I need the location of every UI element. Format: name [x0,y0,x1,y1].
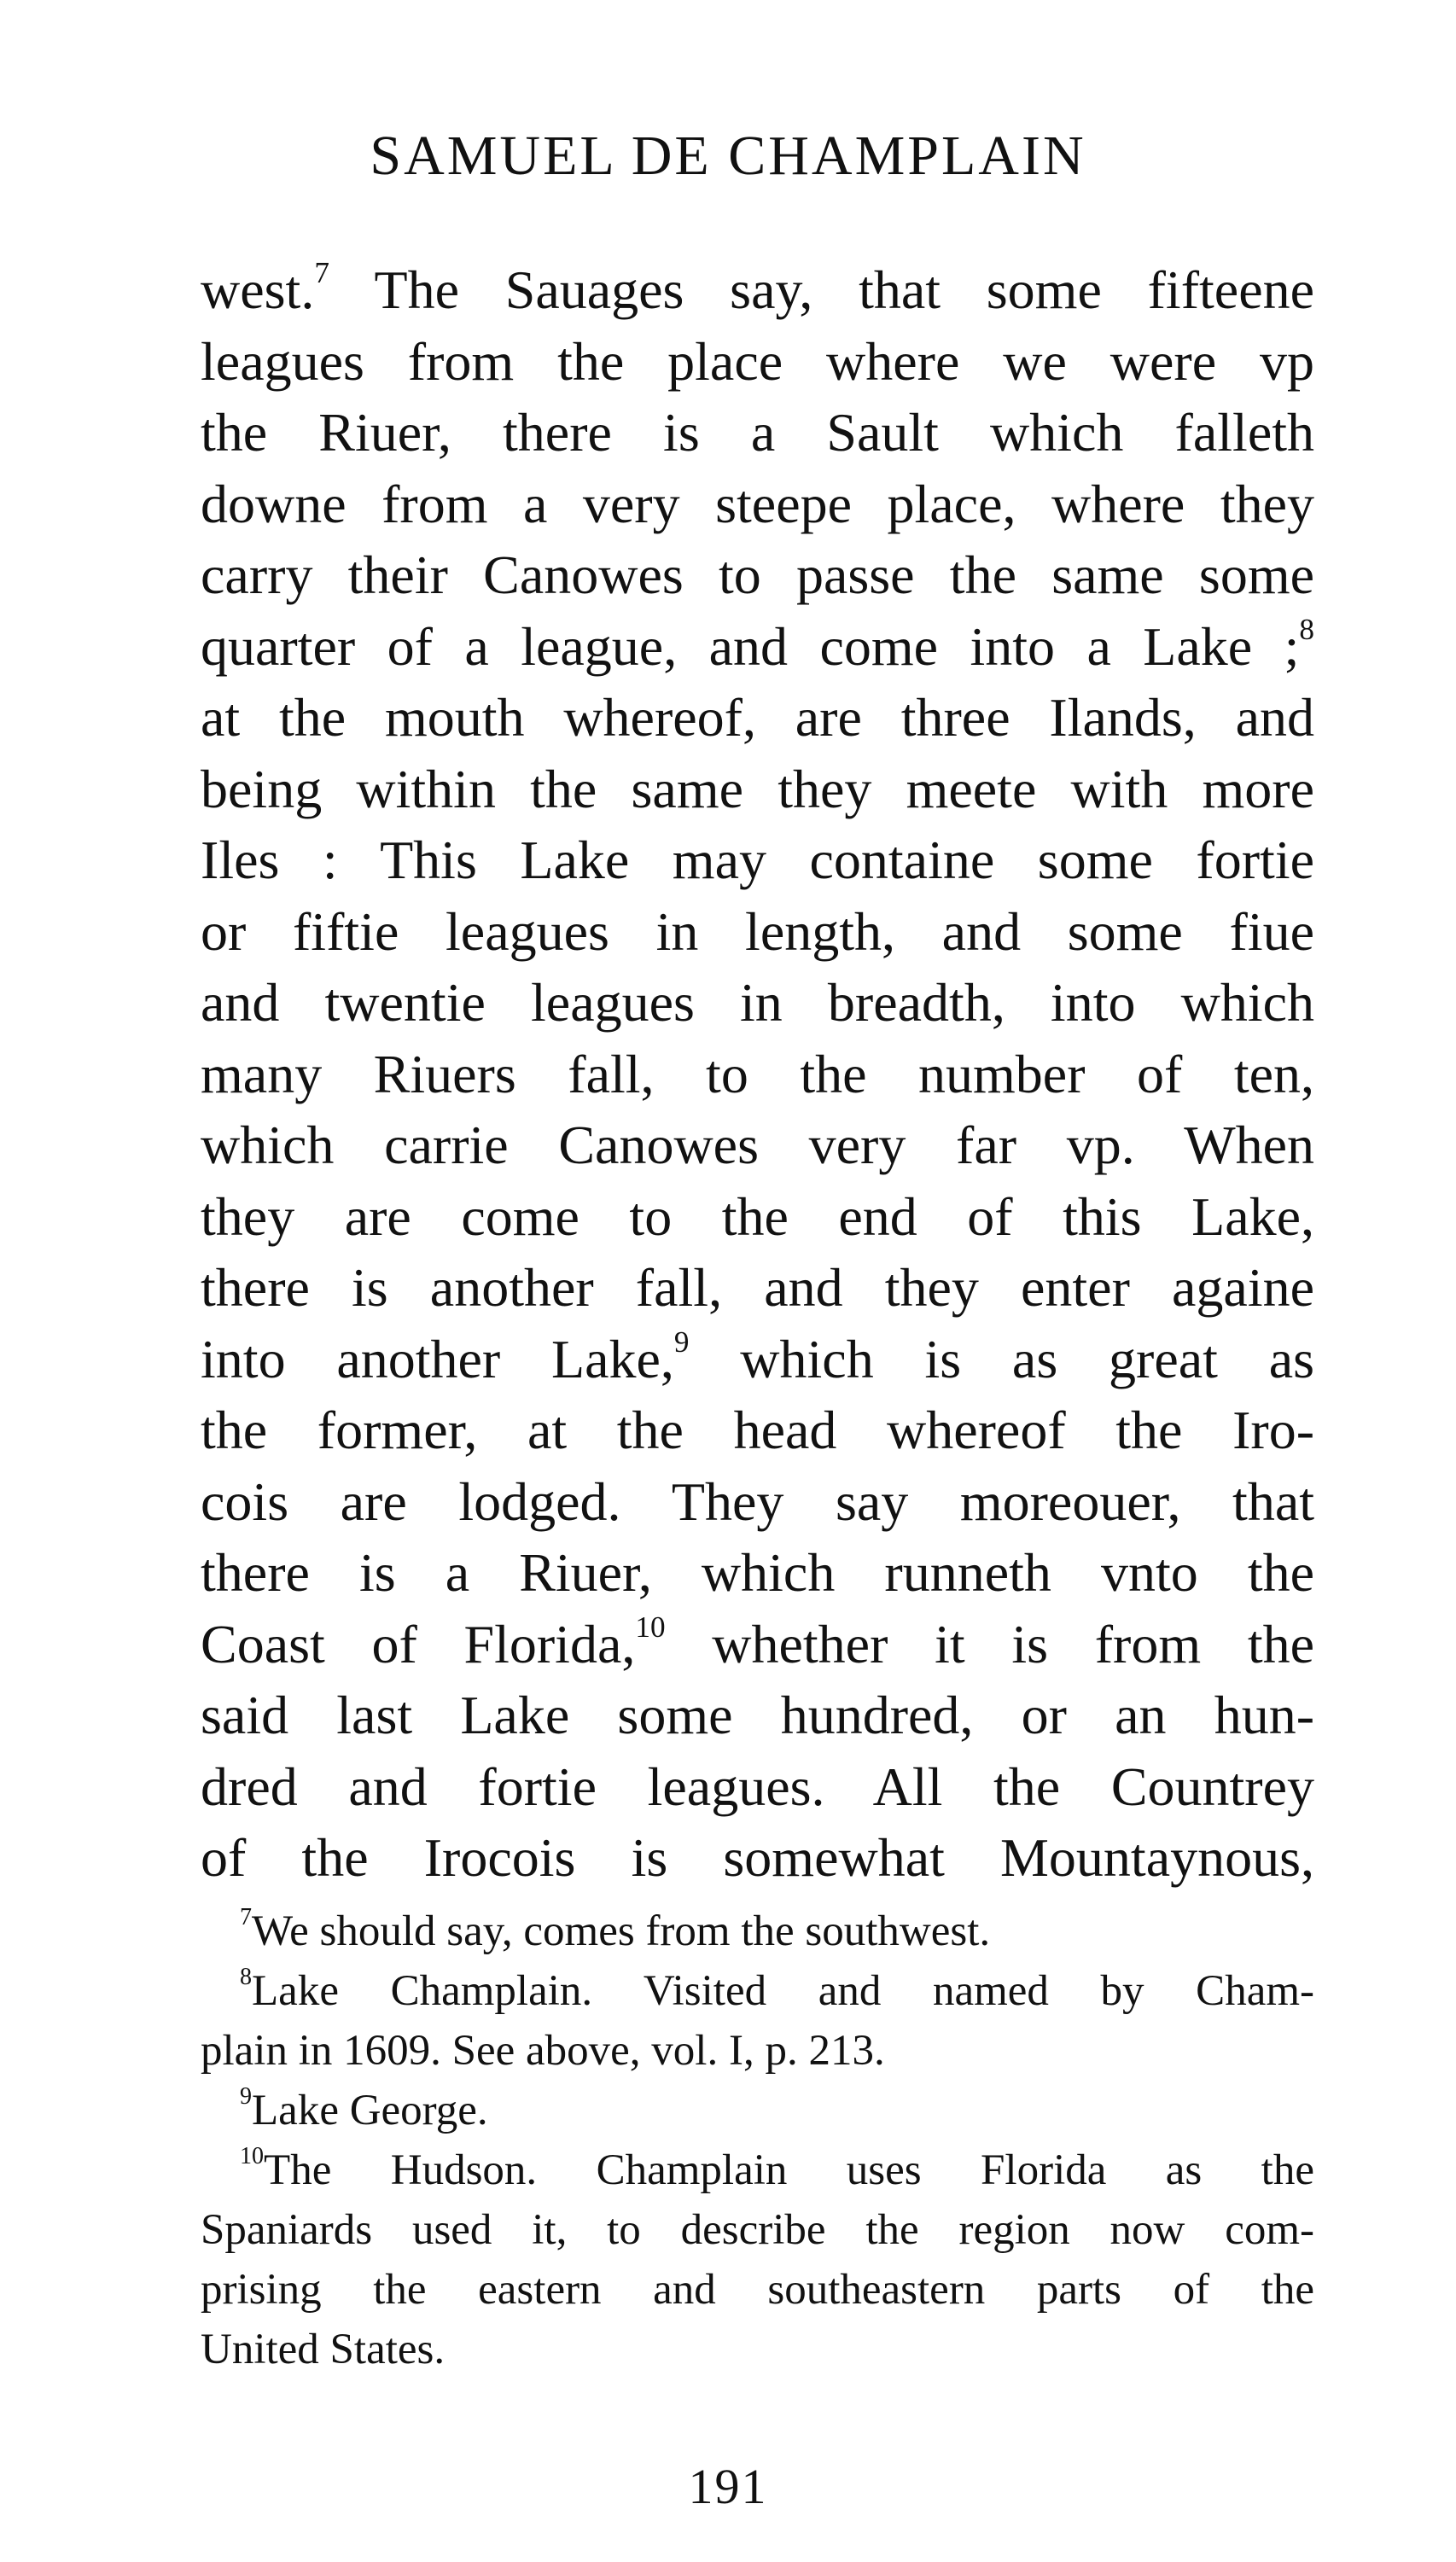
body-line: being within the same they meete with more [201,758,1314,819]
body-line: quarter of a league, and come into a Lake ;$^8$ [201,612,1314,677]
body-line: of the Irocois is somewhat Mountaynous, [201,1827,1314,1888]
footnote-8: $^8$Lake Champlain. Visited and named by Cham- [240,1964,1314,2015]
footnote-10-cont: United States. [201,2326,446,2373]
footnote-9: $^9$Lake George. [240,2083,488,2134]
footnote-ref: 8 [1299,612,1314,646]
footnote-10-cont: prising the eastern and southeastern parts of the [201,2266,1314,2314]
footnote-ref: 9 [673,1325,690,1359]
body-line: the Riuer, there is a Sault which falleth [201,402,1314,463]
body-line: Coast of Florida,$^{10}$ whether it is from the [201,1610,1315,1674]
body-line: carry their Canowes to passe the same some [201,544,1314,605]
body-line: west.$^7$ The Sauages say, that some fifteene [201,256,1314,320]
body-text [201,254,1314,1894]
body-line: and twentie leagues in breadth, into which [201,972,1314,1033]
body-line: they are come to the end of this Lake, [201,1185,1314,1247]
body-line: at the mouth whereof, are three Ilands, and [201,687,1314,748]
body-line: said last Lake some hundred, or an hun- [201,1685,1314,1745]
body-line: downe from a very steepe place, where they [201,473,1314,534]
body-line: Iles : This Lake may containe some fortie [201,830,1314,890]
body-line: there is a Riuer, which runneth vnto the [201,1542,1314,1603]
body-line: or fiftie leagues in length, and some fiue [201,900,1314,962]
footnote-10-cont: Spaniards used it, to describe the region now com- [201,2206,1314,2254]
body-line: which carrie Canowes very far vp. When [201,1115,1314,1175]
body-line: there is another fall, and they enter againe [201,1257,1314,1318]
footnote-8-cont: plain in 1609. See above, vol. I, p. 213. [201,2027,885,2075]
body-line: cois are lodged. They say moreouer, that [201,1470,1314,1532]
body-line: into another Lake,$^9$ which is as great as [201,1325,1315,1389]
footnote-7: $^7$We should say, comes from the southwest. [240,1904,991,1955]
body-line: the former, at the head whereof the Iro- [201,1400,1314,1460]
page-number: 191 [688,2459,768,2514]
body-line: many Riuers fall, to the number of ten, [201,1043,1314,1104]
footnote-ref: 10 [635,1610,666,1644]
body-line: dred and fortie leagues. All the Countrey [201,1756,1314,1817]
footnote-ref: 7 [314,256,329,290]
footnote-10: $^{10}$The Hudson. Champlain uses Florida as the [240,2143,1314,2194]
footnotes [201,1901,1314,2379]
body-line: leagues from the place where we were vp [201,330,1314,392]
running-head: SAMUEL DE CHAMPLAIN [370,125,1086,187]
